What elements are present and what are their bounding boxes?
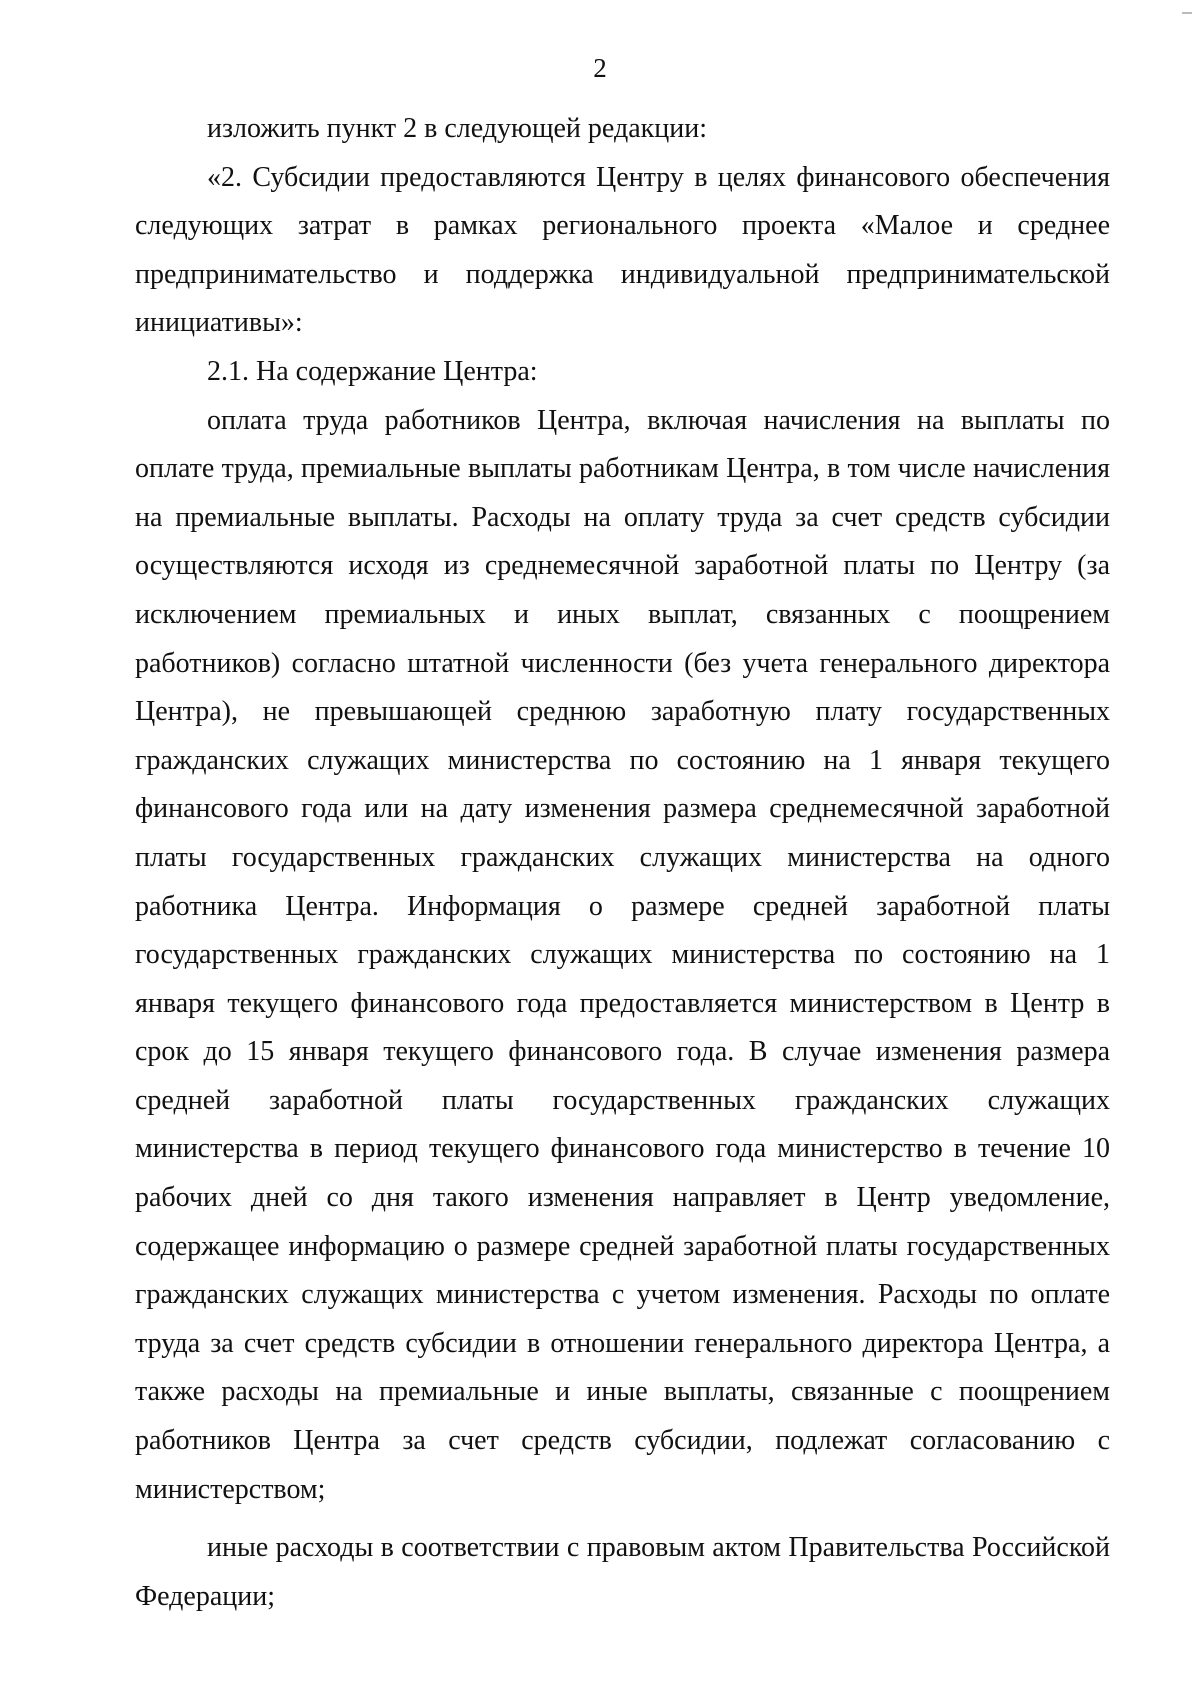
paragraph-salary: оплата труда работников Центра, включая начисления на выплаты по оплате труда, премиальные выплаты работникам Центра, в том числе начисления на премиальные выплаты. Расходы на оплату труда за счет средств субсидии осуществляются исходя из среднемесячной заработной платы по Центру (за исключением премиальных и иных выплат, связанных с поощрением работников) согласно штатной численности (без учета генерального директора Центра), не превышающей среднюю заработную плату государственных гражданских служащих министерства по состоянию на 1 января текущего финансового года или на дату изменения размера среднемесячной заработной платы государственных гражданских служащих министерства на одного работника Центра. Информация о размере средней заработной платы государственных гражданских служащих министерства по состоянию на 1 января текущего финансового года предоставляется министерством в Центр в срок до 15 января текущего финансового года. В случае изменения размера средней заработной платы государственных гражданских служащих министерства в период текущего финансового года министерство в течение 10 рабочих дней со дня такого изменения направляет в Центр уведомление, содержащее информацию о размере средней заработной платы государственных гражданских служащих министерства с учетом изменения. Расходы по оплате труда за счет средств субсидии в отношении генерального директора Центра, а также расходы на премиальные и иные выплаты, связанные с поощрением работников Центра за счет средств субсидии, подлежат согласованию с министерством; [135, 404, 1110, 1505]
paragraph-other-expenses: иные расходы в соответствии с правовым актом Правительства Российской Федерации; [135, 1532, 1110, 1612]
paragraph-item-2-1: 2.1. На содержание Центра: [207, 355, 538, 387]
scan-corner-mark [1182, 12, 1192, 14]
paragraph-item-2: «2. Субсидии предоставляются Центру в целях финансового обеспечения следующих затрат в рамках регионального проекта «Малое и среднее предпринимательство и поддержка индивидуальной предпринимательской инициативы»: [135, 161, 1110, 339]
document-body [135, 105, 1110, 1621]
paragraph-intro: изложить пункт 2 в следующей редакции: [207, 113, 707, 144]
page-number: 2 [593, 53, 607, 83]
